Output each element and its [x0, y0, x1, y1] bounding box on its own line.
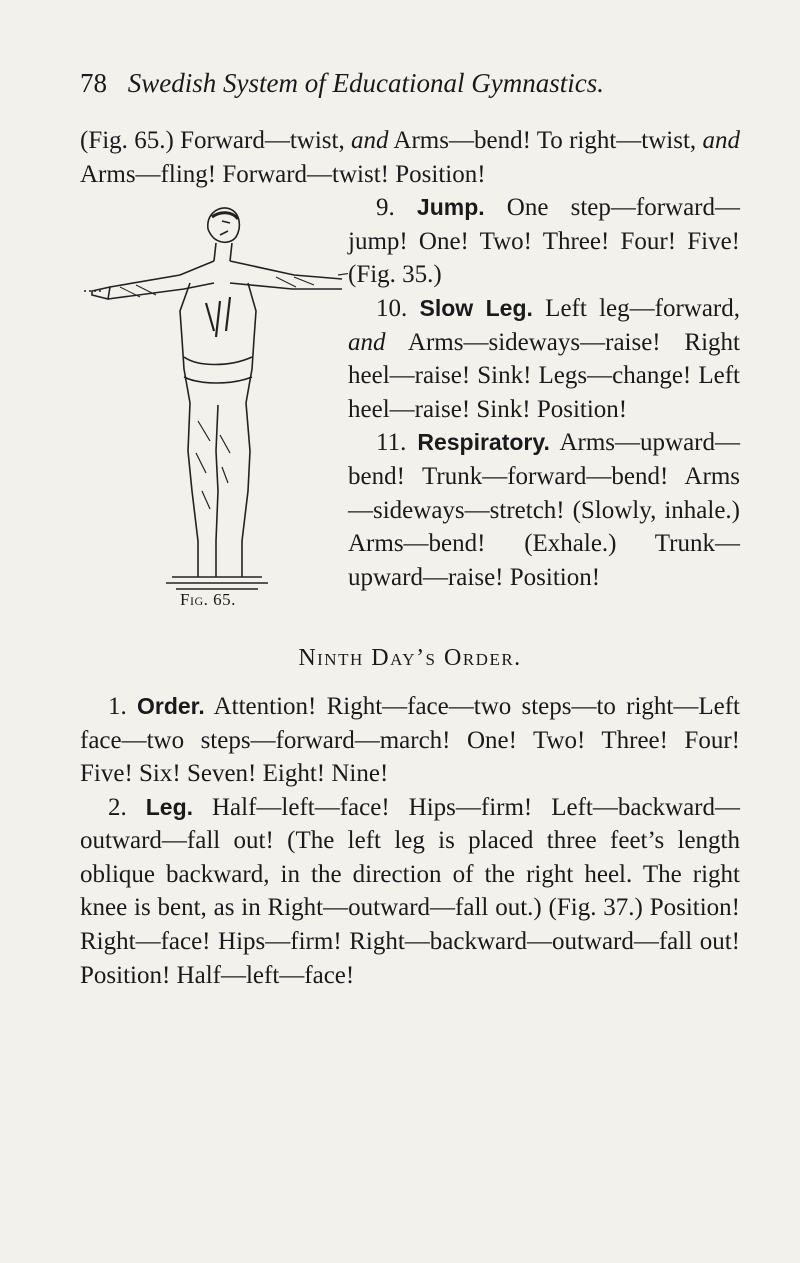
figure-label: Fig. 65. — [180, 590, 236, 610]
paragraph-slow-leg: 10. Slow Leg. Left leg—forward, and Arms—sideways—raise! Right heel—raise! Sink! Legs—change! Left heel—raise! Sink! Position! — [348, 294, 741, 423]
book-title: Swedish System of Educational Gymnastics. — [127, 68, 604, 98]
gymnast-figure-icon — [80, 191, 348, 599]
body-text — [80, 124, 740, 992]
figure-65 — [80, 191, 348, 610]
paragraph-order: 1. Order. Attention! Right—face—two steps—to right—Left face—two steps—forward—march! One! Two! Three! Four! Five! Six! Seven! Eight! Nine! — [80, 692, 740, 788]
paragraph-jump: 9. Jump. One step—forward—jump! One! Two! Three! Four! Five! (Fig. 35.) — [348, 194, 740, 289]
paragraph-respiratory: 11. Respiratory. Arms—upward—bend! Trunk—forward—bend! Arms—sideways—stretch! (Slowly, inhale.) Arms—bend! (Exhale.) Trunk—upward—raise! Position! — [348, 429, 740, 591]
running-header — [80, 66, 740, 100]
paragraph-fig65: (Fig. 65.) Forward—twist, and Arms—bend! To right—twist, and Arms—fling! Forward—twist! Position! — [80, 127, 740, 188]
paragraph-leg: 2. Leg. Half—left—face! Hips—firm! Left—backward—outward—fall out! (The left leg is placed three feet’s length oblique backward, in the direction of the right heel. The right knee is bent, as in Right—outward—fall out.) (Fig. 37.) Position! Right—face! Hips—firm! Right—backward—outward—fall out! Position! Half—left—face! — [80, 793, 741, 989]
page-number: 78 — [80, 68, 107, 98]
exercise-heading: Respiratory. — [417, 429, 550, 456]
section-title: Ninth Day’s Order. — [298, 645, 522, 672]
exercise-heading: Leg. — [145, 793, 194, 820]
exercise-heading: Jump. — [416, 194, 485, 221]
exercise-heading: Order. — [136, 692, 205, 719]
exercise-heading: Slow Leg. — [419, 294, 533, 321]
